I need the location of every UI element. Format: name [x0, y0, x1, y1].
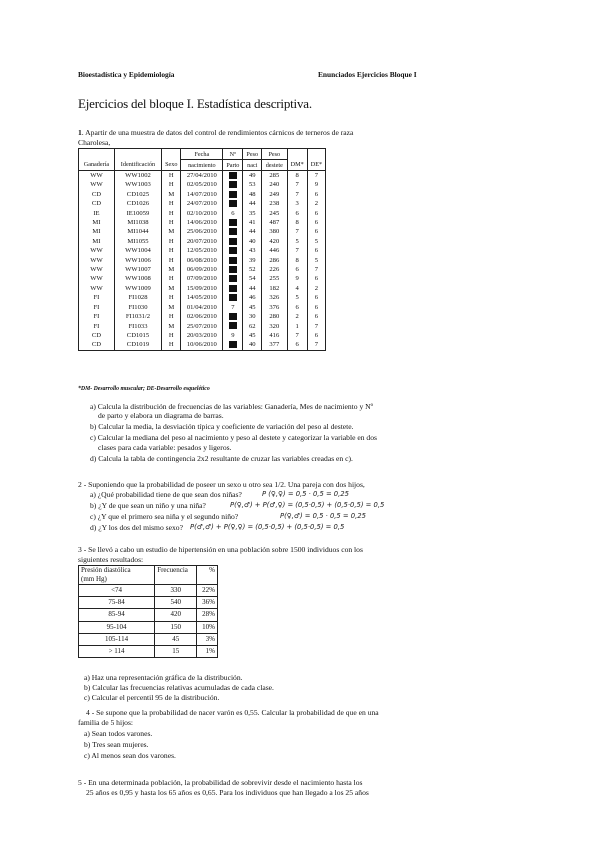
- cattle-header-top-6: Peso: [262, 149, 287, 160]
- table-cell: 1: [287, 322, 307, 331]
- table-cell: WW1002: [114, 171, 161, 181]
- ex1-footnote: *DM- Desarrollo muscular; DE-Desarrollo esquelético: [78, 386, 210, 392]
- table-cell: WW: [79, 246, 115, 255]
- table-cell: 286: [262, 256, 287, 265]
- table-cell: [223, 246, 243, 255]
- table-cell: 28%: [197, 609, 218, 621]
- table-cell: 5: [307, 237, 325, 246]
- table-cell: MI1038: [114, 218, 161, 227]
- cattle-header-0: Ganadería: [79, 160, 115, 171]
- table-row: [79, 246, 326, 255]
- table-cell: 5: [307, 256, 325, 265]
- table-cell: H: [162, 218, 181, 227]
- table-cell: 10%: [197, 621, 218, 633]
- ex2-answer-b: P(♀,♂) + P(♂,♀) = (0,5·0,5) + (0,5·0,5) = 0,5: [230, 501, 385, 509]
- table-cell: CD: [79, 340, 115, 350]
- table-cell: 06/09/2010: [181, 265, 223, 274]
- table-cell: 45: [243, 303, 262, 312]
- table-cell: H: [162, 199, 181, 208]
- redaction-mark: [229, 228, 237, 235]
- redaction-mark: [229, 266, 237, 273]
- table-cell: 6: [307, 190, 325, 199]
- table-row: [79, 340, 326, 350]
- redaction-mark: [229, 285, 237, 292]
- ex1-item-a: a) Calcula la distribución de frecuencias de las variables: Ganadería, Mes de nacimiento y Nº: [90, 402, 374, 411]
- ex4-intro: 4 - Se supone que la probabilidad de nacer varón es 0,55. Calcular la probabilidad de que en una: [86, 708, 379, 717]
- table-cell: 45: [155, 633, 197, 645]
- table-cell: 7: [287, 331, 307, 340]
- table-cell: 49: [243, 171, 262, 181]
- table-cell: 6: [307, 227, 325, 236]
- table-row: [79, 284, 326, 293]
- cattle-header-top-7: [287, 149, 307, 160]
- ex1-intro-line1: . Apartir de una muestra de datos del control de rendimientos cárnicos de terneros de raza: [81, 128, 354, 137]
- redaction-mark: [229, 275, 237, 282]
- table-cell: H: [162, 246, 181, 255]
- table-cell: 12/05/2010: [181, 246, 223, 255]
- table-cell: WW: [79, 171, 115, 181]
- table-cell: 6: [287, 209, 307, 218]
- ex1-item-d: d) Calcula la tabla de contingencia 2x2 resultante de cruzar las variables creadas en c).: [90, 454, 353, 463]
- table-cell: 540: [155, 597, 197, 609]
- table-row: [79, 597, 218, 609]
- redaction-mark: [229, 341, 237, 348]
- table-cell: 02/10/2010: [181, 209, 223, 218]
- table-cell: 8: [287, 256, 307, 265]
- ex1-item-b: b) Calcular la media, la desviación típica y coeficiente de variación del peso al destete.: [90, 422, 354, 431]
- table-cell: 15/09/2010: [181, 284, 223, 293]
- table-cell: 30: [243, 312, 262, 321]
- table-cell: H: [162, 256, 181, 265]
- table-cell: 8: [287, 171, 307, 181]
- table-cell: M: [162, 190, 181, 199]
- table-cell: 376: [262, 303, 287, 312]
- ex2-answer-d: P(♂,♂) + P(♀,♀) = (0,5·0,5) + (0,5·0,5) = 0,5: [190, 523, 345, 531]
- table-row: [79, 293, 326, 302]
- redaction-mark: [229, 219, 237, 226]
- table-cell: 6: [307, 246, 325, 255]
- table-cell: 2: [307, 199, 325, 208]
- table-cell: MI: [79, 218, 115, 227]
- cattle-header-top-5: Peso: [243, 149, 262, 160]
- table-cell: 15: [155, 645, 197, 657]
- table-cell: 20/03/2010: [181, 331, 223, 340]
- table-cell: FI1033: [114, 322, 161, 331]
- cattle-header-top-1: [114, 149, 161, 160]
- table-cell: 02/05/2010: [181, 180, 223, 189]
- table-cell: 01/04/2010: [181, 303, 223, 312]
- table-cell: 7: [287, 180, 307, 189]
- table-cell: WW1004: [114, 246, 161, 255]
- header-right: Enunciados Ejercicios Bloque I: [318, 70, 417, 79]
- table-cell: 7: [287, 190, 307, 199]
- cattle-header-5: naci: [243, 160, 262, 171]
- hyp-header-frequency: Frecuencia: [155, 566, 197, 585]
- table-cell: [223, 284, 243, 293]
- table-cell: 53: [243, 180, 262, 189]
- table-cell: 52: [243, 265, 262, 274]
- redaction-mark: [229, 313, 237, 320]
- table-row: [79, 190, 326, 199]
- table-cell: 75-84: [79, 597, 155, 609]
- table-cell: [223, 322, 243, 331]
- table-cell: FI1031/2: [114, 312, 161, 321]
- cattle-header-4: Parto: [223, 160, 243, 171]
- ex1-intro-line2: Charolesa,: [78, 138, 111, 147]
- table-cell: 2: [287, 312, 307, 321]
- table-cell: 46: [243, 293, 262, 302]
- ex2-intro: 2 - Suponiendo que la probabilidad de poseer un sexo u otro sea 1/2. Una pareja con dos hijos,: [78, 480, 365, 489]
- table-cell: WW: [79, 180, 115, 189]
- table-cell: 6: [307, 218, 325, 227]
- table-row: [79, 274, 326, 283]
- ex2-item-d: d) ¿Y los dos del mismo sexo?: [90, 523, 183, 532]
- table-cell: [223, 340, 243, 350]
- table-cell: 150: [155, 621, 197, 633]
- table-cell: 62: [243, 322, 262, 331]
- table-cell: 10/06/2010: [181, 340, 223, 350]
- table-cell: 36%: [197, 597, 218, 609]
- cattle-header-8: DE*: [307, 160, 325, 171]
- cattle-data-table: [78, 148, 326, 351]
- redaction-mark: [229, 294, 237, 301]
- table-cell: 320: [262, 322, 287, 331]
- table-row: [79, 303, 326, 312]
- table-cell: 9: [287, 274, 307, 283]
- table-cell: 9: [307, 180, 325, 189]
- ex3-item-a: a) Haz una representación gráfica de la distribución.: [84, 673, 243, 682]
- table-cell: 44: [243, 284, 262, 293]
- table-cell: [223, 237, 243, 246]
- table-cell: 7: [307, 340, 325, 350]
- ex3-item-b: b) Calcular las frecuencias relativas acumuladas de cada clase.: [84, 683, 274, 692]
- table-cell: [223, 274, 243, 283]
- table-cell: CD1026: [114, 199, 161, 208]
- table-cell: 326: [262, 293, 287, 302]
- table-row: [79, 218, 326, 227]
- table-cell: [223, 171, 243, 181]
- ex4-intro-line2: familia de 5 hijos:: [78, 718, 134, 727]
- redaction-mark: [229, 181, 237, 188]
- table-cell: M: [162, 227, 181, 236]
- table-cell: FI1030: [114, 303, 161, 312]
- ex2-item-c: c) ¿Y que el primero sea niña y el segundo niño?: [90, 512, 239, 521]
- table-cell: H: [162, 312, 181, 321]
- table-cell: WW: [79, 274, 115, 283]
- table-cell: 14/07/2010: [181, 190, 223, 199]
- table-row: [79, 256, 326, 265]
- table-cell: 420: [262, 237, 287, 246]
- table-cell: <74: [79, 585, 155, 597]
- table-cell: 43: [243, 246, 262, 255]
- table-cell: WW1006: [114, 256, 161, 265]
- table-cell: 02/06/2010: [181, 312, 223, 321]
- redaction-mark: [229, 191, 237, 198]
- table-cell: 54: [243, 274, 262, 283]
- ex2-item-a: a) ¿Qué probabilidad tiene de que sean dos niñas?: [90, 490, 242, 499]
- table-cell: FI: [79, 312, 115, 321]
- ex1-item-c-cont: clases para cada variable: pesados y ligeros.: [98, 443, 232, 452]
- table-cell: H: [162, 180, 181, 189]
- page-title: Ejercicios del bloque I. Estadística descriptiva.: [78, 96, 312, 111]
- table-cell: FI: [79, 322, 115, 331]
- header-left: Bioestadística y Epidemiología: [78, 70, 175, 79]
- hyp-header-pressure-line1: Presión diastólica: [81, 566, 131, 574]
- table-row: [79, 645, 218, 657]
- table-cell: H: [162, 331, 181, 340]
- table-cell: WW1009: [114, 284, 161, 293]
- cattle-header-7: DM*: [287, 160, 307, 171]
- table-cell: [223, 265, 243, 274]
- table-cell: 6: [307, 209, 325, 218]
- table-cell: [223, 218, 243, 227]
- table-cell: FI: [79, 293, 115, 302]
- table-cell: 6: [287, 303, 307, 312]
- redaction-mark: [229, 257, 237, 264]
- table-cell: 85-94: [79, 609, 155, 621]
- table-cell: H: [162, 293, 181, 302]
- table-cell: > 114: [79, 645, 155, 657]
- ex2-answer-c: P(♀,♂) = 0,5 · 0,5 = 0,25: [280, 512, 366, 520]
- table-cell: 240: [262, 180, 287, 189]
- table-cell: [223, 180, 243, 189]
- table-cell: WW: [79, 256, 115, 265]
- table-cell: 238: [262, 199, 287, 208]
- table-cell: 40: [243, 340, 262, 350]
- table-cell: WW1003: [114, 180, 161, 189]
- table-cell: 6: [287, 265, 307, 274]
- table-cell: WW: [79, 284, 115, 293]
- ex1-item-c: c) Calcular la mediana del peso al nacimiento y peso al destete y categorizar la variable en dos: [90, 433, 377, 442]
- table-cell: [223, 227, 243, 236]
- table-cell: 6: [307, 274, 325, 283]
- table-row: [79, 312, 326, 321]
- table-row: [79, 609, 218, 621]
- table-cell: 6: [307, 293, 325, 302]
- table-cell: WW1007: [114, 265, 161, 274]
- redaction-mark: [229, 322, 237, 329]
- table-cell: CD: [79, 199, 115, 208]
- table-cell: 182: [262, 284, 287, 293]
- table-row: [79, 227, 326, 236]
- table-cell: 6: [307, 312, 325, 321]
- table-cell: 330: [155, 585, 197, 597]
- table-row: [79, 237, 326, 246]
- table-cell: 1%: [197, 645, 218, 657]
- table-cell: H: [162, 171, 181, 181]
- redaction-mark: [229, 247, 237, 254]
- table-cell: 20/07/2010: [181, 237, 223, 246]
- table-cell: 27/04/2010: [181, 171, 223, 181]
- table-cell: 416: [262, 331, 287, 340]
- table-cell: 420: [155, 609, 197, 621]
- redaction-mark: [229, 200, 237, 207]
- table-cell: 487: [262, 218, 287, 227]
- cattle-header-3: nacimiento: [181, 160, 223, 171]
- table-cell: CD: [79, 190, 115, 199]
- ex1-number: 1: [78, 128, 82, 137]
- table-cell: 5: [287, 293, 307, 302]
- table-cell: CD1015: [114, 331, 161, 340]
- table-cell: 25/07/2010: [181, 322, 223, 331]
- table-cell: 24/07/2010: [181, 199, 223, 208]
- cattle-header-2: Sexo: [162, 160, 181, 171]
- ex3-item-c: c) Calcular el percentil 95 de la distribución.: [84, 693, 220, 702]
- table-cell: 285: [262, 171, 287, 181]
- table-cell: H: [162, 340, 181, 350]
- table-cell: H: [162, 237, 181, 246]
- table-row: [79, 322, 326, 331]
- table-cell: 255: [262, 274, 287, 283]
- hyp-header-percent: %: [197, 566, 218, 585]
- ex5-line2: 25 años es 0,95 y hasta los 65 años es 0,65. Para los individuos que han llegado a los 25 años: [86, 788, 369, 797]
- table-cell: 7: [307, 322, 325, 331]
- table-cell: CD: [79, 331, 115, 340]
- table-cell: 95-104: [79, 621, 155, 633]
- table-cell: 6: [223, 209, 243, 218]
- ex2-item-b: b) ¿Y de que sean un niño y una niña?: [90, 501, 206, 510]
- ex3-intro-line2: siguientes resultados:: [78, 555, 144, 564]
- table-cell: MI1044: [114, 227, 161, 236]
- table-cell: 06/08/2010: [181, 256, 223, 265]
- table-cell: 44: [243, 227, 262, 236]
- ex3-intro: 3 - Se llevó a cabo un estudio de hipertensión en una población sobre 1500 individuos con los: [78, 545, 363, 554]
- ex2-answer-a: P (♀,♀) = 0,5 · 0,5 = 0,25: [262, 490, 349, 498]
- table-cell: 45: [243, 331, 262, 340]
- table-cell: 7: [287, 227, 307, 236]
- table-cell: 40: [243, 237, 262, 246]
- ex1-item-a-cont: de parto y elabora un diagrama de barras.: [98, 411, 224, 420]
- hyp-header-pressure: [79, 566, 155, 585]
- hypertension-table: [78, 565, 218, 658]
- table-cell: IE10059: [114, 209, 161, 218]
- table-row: [79, 265, 326, 274]
- table-row: [79, 621, 218, 633]
- table-cell: 9: [223, 331, 243, 340]
- table-cell: 39: [243, 256, 262, 265]
- table-cell: H: [162, 274, 181, 283]
- table-cell: 6: [307, 303, 325, 312]
- table-cell: M: [162, 322, 181, 331]
- table-cell: M: [162, 303, 181, 312]
- table-cell: 245: [262, 209, 287, 218]
- table-cell: 14/06/2010: [181, 218, 223, 227]
- ex1-intro: [78, 128, 353, 137]
- table-cell: 7: [307, 265, 325, 274]
- table-cell: [223, 190, 243, 199]
- table-cell: 2: [307, 284, 325, 293]
- table-cell: 8: [287, 218, 307, 227]
- ex5-line1: 5 - En una determinada población, la probabilidad de sobrevivir desde el nacimiento hasta los: [78, 778, 363, 787]
- table-cell: 249: [262, 190, 287, 199]
- table-cell: FI1028: [114, 293, 161, 302]
- table-cell: 280: [262, 312, 287, 321]
- ex4-item-a: a) Sean todos varones.: [84, 729, 153, 738]
- table-row: [79, 209, 326, 218]
- table-cell: 41: [243, 218, 262, 227]
- redaction-mark: [229, 238, 237, 245]
- cattle-header-top-2: [162, 149, 181, 160]
- table-cell: WW1008: [114, 274, 161, 283]
- table-cell: 14/05/2010: [181, 293, 223, 302]
- table-cell: CD1025: [114, 190, 161, 199]
- table-cell: 5: [287, 237, 307, 246]
- table-cell: M: [162, 284, 181, 293]
- table-cell: WW: [79, 265, 115, 274]
- table-cell: 7: [307, 171, 325, 181]
- table-cell: 25/06/2010: [181, 227, 223, 236]
- table-cell: 105-114: [79, 633, 155, 645]
- ex4-item-b: b) Tres sean mujeres.: [84, 740, 149, 749]
- table-cell: 377: [262, 340, 287, 350]
- table-cell: 226: [262, 265, 287, 274]
- cattle-header-top-8: [307, 149, 325, 160]
- table-cell: 6: [307, 331, 325, 340]
- table-cell: H: [162, 209, 181, 218]
- table-row: [79, 171, 326, 181]
- table-cell: 07/09/2010: [181, 274, 223, 283]
- cattle-header-top-0: [79, 149, 115, 160]
- table-cell: [223, 293, 243, 302]
- cattle-header-top-4: Nº: [223, 149, 243, 160]
- table-cell: FI: [79, 303, 115, 312]
- table-cell: 35: [243, 209, 262, 218]
- cattle-header-1: Identificación: [114, 160, 161, 171]
- table-cell: MI: [79, 237, 115, 246]
- table-row: [79, 199, 326, 208]
- table-cell: 446: [262, 246, 287, 255]
- redaction-mark: [229, 172, 237, 179]
- table-cell: [223, 312, 243, 321]
- table-cell: CD1019: [114, 340, 161, 350]
- table-cell: 22%: [197, 585, 218, 597]
- cattle-header-6: destete: [262, 160, 287, 171]
- hyp-header-pressure-line2: (mm Hg): [81, 575, 107, 583]
- table-cell: 3: [287, 199, 307, 208]
- table-cell: 48: [243, 190, 262, 199]
- table-cell: 380: [262, 227, 287, 236]
- cattle-header-top-3: Fecha: [181, 149, 223, 160]
- table-cell: MI: [79, 227, 115, 236]
- table-cell: [223, 199, 243, 208]
- table-cell: 7: [223, 303, 243, 312]
- table-cell: M: [162, 265, 181, 274]
- table-row: [79, 633, 218, 645]
- table-cell: MI1055: [114, 237, 161, 246]
- table-cell: 44: [243, 199, 262, 208]
- ex4-item-c: c) Al menos sean dos varones.: [84, 751, 176, 760]
- table-cell: 4: [287, 284, 307, 293]
- table-cell: [223, 256, 243, 265]
- table-row: [79, 585, 218, 597]
- table-cell: 7: [287, 246, 307, 255]
- table-cell: 6: [287, 340, 307, 350]
- table-row: [79, 331, 326, 340]
- table-row: [79, 180, 326, 189]
- table-cell: 3%: [197, 633, 218, 645]
- table-cell: IE: [79, 209, 115, 218]
